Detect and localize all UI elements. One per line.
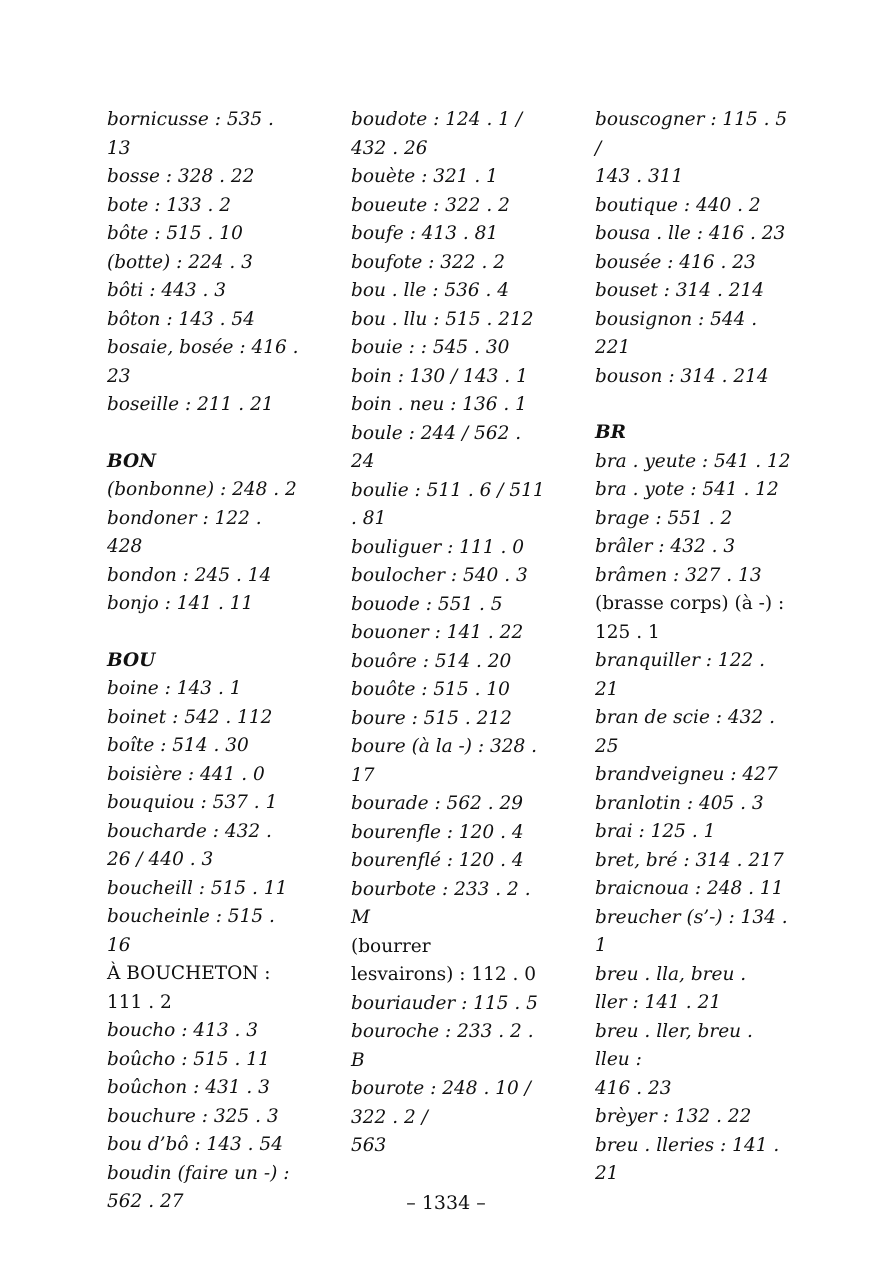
index-entry <box>351 733 547 790</box>
index-entry-line: boudote : 124 . 1 / <box>351 109 523 130</box>
index-entry <box>595 904 791 961</box>
index-column-1 <box>107 106 303 1217</box>
index-entry-line: bouquiou : 537 . 1 <box>107 792 278 813</box>
page-number: – 1334 – <box>406 1192 486 1214</box>
index-entry <box>351 648 547 677</box>
index-entry-line: breu . lleries : 141 . <box>595 1134 780 1156</box>
index-entry-line: À BOUCHETON : <box>107 963 271 984</box>
index-entry-line: bouoner : 141 . 22 <box>351 622 524 643</box>
index-entry-line: (brasse corps) (à -) : <box>595 593 785 614</box>
section-heading: BON <box>107 450 157 472</box>
index-entry-line: boutique : 440 . 2 <box>595 194 761 216</box>
index-entry-line: bou . lle : 536 . 4 <box>351 280 510 301</box>
index-entry <box>351 619 547 648</box>
index-entry-line: boucheinle : 515 . 16 <box>107 906 275 956</box>
index-entry <box>107 1074 303 1103</box>
index-entry <box>351 933 547 990</box>
index-entry <box>595 220 791 249</box>
index-entry-line: boûchon : 431 . 3 <box>107 1077 270 1098</box>
index-entry-line: bouchure : 325 . 3 <box>107 1105 279 1127</box>
index-entry <box>351 790 547 819</box>
index-entry-line: bôte : 515 . 10 <box>107 223 243 244</box>
index-entry-line: bote : 133 . 2 <box>107 194 232 216</box>
index-entry-line: bou d’bô : 143 . 54 <box>107 1134 283 1155</box>
index-entry <box>595 1103 791 1132</box>
index-entry-line: bouriauder : 115 . 5 <box>351 992 538 1014</box>
index-entry-line: 111 . 2 <box>107 991 172 1013</box>
index-entry <box>351 363 547 392</box>
index-entry <box>351 534 547 563</box>
index-entry-line: 143 . 311 <box>595 166 684 187</box>
index-entry <box>351 249 547 278</box>
index-entry-line: 322 . 2 / <box>351 1106 428 1128</box>
index-entry <box>107 106 303 163</box>
index-entry-line: 21 <box>595 678 619 700</box>
index-entry-line: bousée : 416 . 23 <box>595 251 756 273</box>
index-entry <box>595 277 791 306</box>
index-entry <box>107 875 303 904</box>
index-entry <box>595 847 791 876</box>
index-entry <box>107 789 303 818</box>
index-entry-line: 563 <box>351 1135 387 1156</box>
index-entry <box>107 277 303 306</box>
index-entry-line: bouode : 551 . 5 <box>351 593 503 615</box>
index-entry <box>107 220 303 249</box>
index-entry-line: bou . llu : 515 . 212 <box>351 308 534 330</box>
index-entry-line: bouète : 321 . 1 <box>351 166 498 187</box>
index-entry-line: bosaie, bosée : 416 . <box>107 337 299 358</box>
index-entry-line: / <box>595 137 602 159</box>
index-entry <box>107 1103 303 1132</box>
index-entry <box>351 334 547 363</box>
index-entry-line: M <box>351 907 370 928</box>
index-entry-line: bouson : 314 . 214 <box>595 365 769 387</box>
index-entry-line: 26 / 440 . 3 <box>107 849 214 870</box>
index-entry-line: 432 . 26 <box>351 137 428 159</box>
index-entry-line: braicnoua : 248 . 11 <box>595 878 784 899</box>
index-entry <box>351 391 547 420</box>
index-entry <box>351 591 547 620</box>
index-entry-line: 428 <box>107 536 143 557</box>
index-entry-line: B <box>351 1049 365 1071</box>
index-entry <box>351 847 547 876</box>
index-entry-line: brèyer : 132 . 22 <box>595 1106 752 1127</box>
index-entry-line: 25 <box>595 735 619 757</box>
index-entry-line: bourote : 248 . 10 / <box>351 1078 531 1099</box>
index-entry-line: bonjo : 141 . 11 <box>107 593 254 614</box>
index-entry-line: brâmen : 327 . 13 <box>595 564 762 586</box>
index-entry <box>107 732 303 761</box>
index-entry <box>595 875 791 904</box>
index-entry <box>351 1018 547 1075</box>
index-entry <box>595 192 791 221</box>
index-entry <box>595 533 791 562</box>
index-entry-line: boûcho : 515 . 11 <box>107 1048 270 1070</box>
index-entry-line: bouroche : 233 . 2 . <box>351 1021 534 1042</box>
index-entry <box>351 819 547 848</box>
index-entry <box>351 562 547 591</box>
index-entry <box>107 562 303 591</box>
index-entry-line: brage : 551 . 2 <box>595 507 733 529</box>
index-entry-line: boule : 244 / 562 . <box>351 422 522 444</box>
index-entry <box>595 961 791 1018</box>
index-entry-line: boin . neu : 136 . 1 <box>351 394 527 415</box>
index-entry-line: boulie : 511 . 6 / 511 <box>351 479 545 501</box>
index-entry <box>351 192 547 221</box>
index-entry-line: bouscogner : 115 . 5 <box>595 109 788 130</box>
index-entry-line: boulocher : 540 . 3 <box>351 565 528 586</box>
index-entry <box>595 106 791 192</box>
index-entry <box>107 1046 303 1075</box>
index-entry <box>107 306 303 335</box>
index-entry <box>351 106 547 163</box>
index-entry-line: (bourrer <box>351 935 431 957</box>
index-entry <box>595 647 791 704</box>
index-entry-line: boîte : 514 . 30 <box>107 735 249 756</box>
index-entry <box>107 163 303 192</box>
index-entry-line: boucho : 413 . 3 <box>107 1020 259 1041</box>
index-entry <box>595 790 791 819</box>
index-entry-line: 416 . 23 <box>595 1077 672 1099</box>
index-entry <box>351 705 547 734</box>
index-entry-line: bourenflé : 120 . 4 <box>351 850 524 871</box>
index-entry <box>595 1018 791 1104</box>
index-entry <box>595 249 791 278</box>
index-entry-line: bondoner : 122 . <box>107 507 262 529</box>
index-entry-line: bouôre : 514 . 20 <box>351 650 512 672</box>
index-entry <box>107 505 303 562</box>
index-entry <box>595 363 791 392</box>
index-entry <box>351 990 547 1019</box>
index-entry-line: boure : 515 . 212 <box>351 707 512 729</box>
index-entry-line: 562 . 27 <box>107 1191 184 1212</box>
index-entry-line: 24 <box>351 451 375 472</box>
index-entry-line: 221 <box>595 337 631 358</box>
index-entry-line: (bonbonne) : 248 . 2 <box>107 479 297 500</box>
index-entry-line: boure (à la -) : 328 . <box>351 736 538 757</box>
index-entry <box>595 761 791 790</box>
index-entry-line: boucheill : 515 . 11 <box>107 877 288 899</box>
index-entry <box>107 960 303 1017</box>
index-entry-line: bondon : 245 . 14 <box>107 564 272 586</box>
index-entry-line: breu . lla, breu . <box>595 963 747 985</box>
index-entry <box>351 220 547 249</box>
index-entry-line: breucher (s’-) : 134 . <box>595 906 788 928</box>
index-entry-line: bouôte : 515 . 10 <box>351 679 510 700</box>
index-entry-line: 1 <box>595 935 607 956</box>
index-entry-line: boucharde : 432 . <box>107 820 272 842</box>
index-entry-line: branquiller : 122 . <box>595 650 765 671</box>
index-entry-line: 125 . 1 <box>595 621 660 643</box>
index-entry <box>351 277 547 306</box>
index-entry <box>107 249 303 278</box>
index-entry-line: boufote : 322 . 2 <box>351 251 505 273</box>
index-entry-line: ller : 141 . 21 <box>595 992 722 1013</box>
index-entry <box>107 675 303 704</box>
index-entry <box>107 704 303 733</box>
index-entry <box>351 1075 547 1161</box>
index-entry-line: bosse : 328 . 22 <box>107 166 255 187</box>
index-entry <box>595 306 791 363</box>
index-entry <box>107 590 303 619</box>
index-entry-line: boisière : 441 . 0 <box>107 763 265 785</box>
index-entry-line: lesvairons) : 112 . 0 <box>351 964 537 985</box>
index-entry-line: bouliguer : 111 . 0 <box>351 536 524 558</box>
index-entry-line: bousa . lle : 416 . 23 <box>595 223 786 244</box>
index-entry-line: boinet : 542 . 112 <box>107 706 273 728</box>
index-entry <box>107 192 303 221</box>
index-entry-line: boine : 143 . 1 <box>107 678 242 699</box>
index-entry-line: (botte) : 224 . 3 <box>107 251 253 273</box>
index-entry <box>595 1132 791 1189</box>
index-entry <box>351 676 547 705</box>
index-entry-line: bra . yeute : 541 . 12 <box>595 450 791 472</box>
index-entry <box>351 306 547 335</box>
index-entry-line: bret, bré : 314 . 217 <box>595 849 784 871</box>
index-entry-line: 21 <box>595 1163 619 1184</box>
section-heading: BR <box>595 422 627 443</box>
index-entry-line: bourbote : 233 . 2 . <box>351 878 531 900</box>
index-column-2 <box>351 106 547 1161</box>
index-entry-line: bra . yote : 541 . 12 <box>595 479 779 500</box>
index-entry-line: boueute : 322 . 2 <box>351 194 510 216</box>
index-entry-line: boudin (faire un -) : <box>107 1162 290 1184</box>
index-entry <box>595 505 791 534</box>
index-entry <box>107 1131 303 1160</box>
section-heading: BOU <box>107 649 156 671</box>
index-entry <box>351 477 547 534</box>
index-entry-line: 23 <box>107 365 131 387</box>
index-entry-line: branlotin : 405 . 3 <box>595 792 764 814</box>
index-entry <box>595 704 791 761</box>
index-entry <box>595 590 791 647</box>
index-entry-line: lleu : <box>595 1049 642 1070</box>
index-entry-line: 17 <box>351 764 375 786</box>
index-entry-line: brandveigneu : 427 <box>595 764 778 785</box>
index-entry-line: bouset : 314 . 214 <box>595 280 765 301</box>
index-entry <box>595 448 791 477</box>
index-entry <box>351 163 547 192</box>
index-entry-line: bourade : 562 . 29 <box>351 793 524 814</box>
index-entry <box>107 761 303 790</box>
index-entry-line: bourenfle : 120 . 4 <box>351 821 524 843</box>
index-entry <box>107 818 303 875</box>
index-entry-line: bôti : 443 . 3 <box>107 280 227 301</box>
index-entry <box>351 420 547 477</box>
index-entry-line: bouie : : 545 . 30 <box>351 337 510 358</box>
index-entry-line: breu . ller, breu . <box>595 1020 753 1042</box>
index-entry-line: bornicusse : 535 . 13 <box>107 109 274 159</box>
index-entry <box>595 818 791 847</box>
index-entry <box>107 476 303 505</box>
index-entry-line: bousignon : 544 . <box>595 308 758 330</box>
index-entry-line: bôton : 143 . 54 <box>107 308 255 330</box>
index-entry <box>107 903 303 960</box>
index-entry <box>107 334 303 391</box>
index-entry-line: boin : 130 / 143 . 1 <box>351 365 528 387</box>
index-entry-line: bran de scie : 432 . <box>595 707 775 728</box>
index-entry <box>351 876 547 933</box>
index-entry-line: brai : 125 . 1 <box>595 821 716 842</box>
index-entry-line: boseille : 211 . 21 <box>107 394 274 415</box>
index-entry <box>107 1017 303 1046</box>
index-entry <box>595 562 791 591</box>
index-entry <box>107 391 303 420</box>
index-entry-line: brâler : 432 . 3 <box>595 536 736 557</box>
index-entry <box>595 476 791 505</box>
index-entry-line: . 81 <box>351 508 387 529</box>
index-column-3 <box>595 106 791 1189</box>
index-entry-line: boufe : 413 . 81 <box>351 223 499 244</box>
